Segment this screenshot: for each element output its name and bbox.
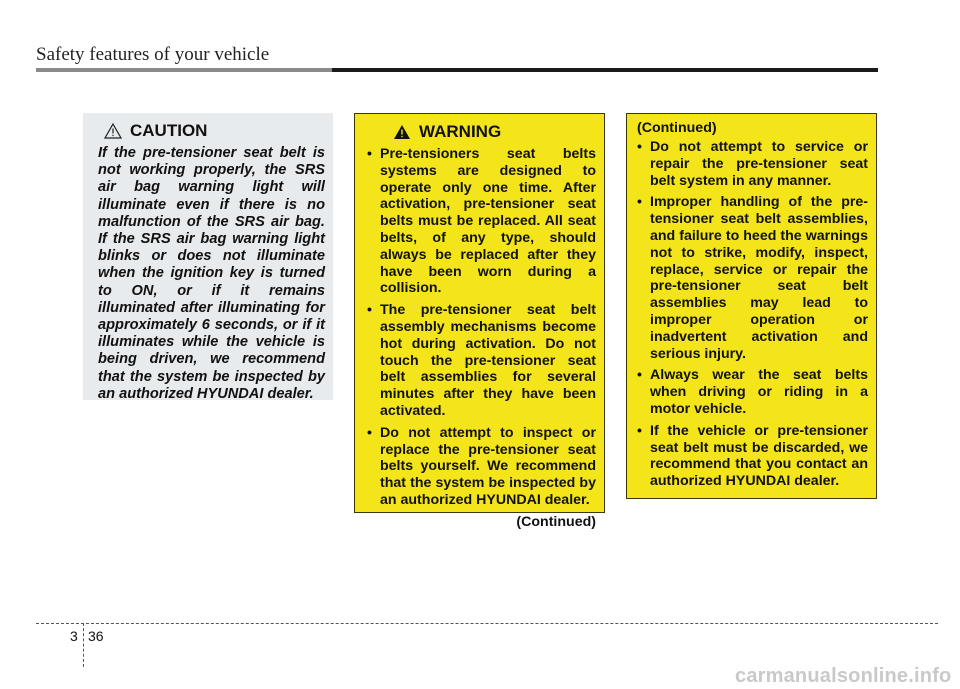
caution-heading-row: [98, 121, 325, 141]
caution-triangle-icon: [104, 123, 122, 139]
warning-item: • Do not attempt to service or repair the pre-tensioner seat belt system in any manner.: [637, 139, 868, 189]
footer-rule: [36, 623, 938, 624]
warning-continued-box: [626, 113, 877, 499]
header-title: Safety features of your vehicle: [36, 44, 270, 65]
warning-item: • Improper handling of the pre-tensioner seat belt assemblies, and failure to heed the warnings not to strike, modify, inspect, replace, service or repair the pre-tensioner seat belt assemblies may lead to improper operation or inadvertent activation and serious injury.: [637, 194, 868, 362]
page-number: 36: [88, 628, 104, 644]
warning-list: [367, 146, 596, 509]
warning-item: • Always wear the seat belts when driving or riding in a motor vehicle.: [637, 367, 868, 417]
warning-continued: (Continued): [516, 513, 596, 530]
warning-item: • Pre-tensioners seat belts systems are designed to operate only one time. After activation, pre-tensioner seat belts must be replaced. All seat belts, of any type, should always be replaced after they have been worn during a collision.: [367, 146, 596, 297]
caution-heading: CAUTION: [130, 121, 208, 140]
caution-box: [83, 113, 333, 400]
caution-text: If the pre-tensioner seat belt is not working properly, the SRS air bag warning light will illuminate even if there is no malfunction of the SRS air bag. If the SRS air bag warning light blinks or does not illuminate when the ignition key is turned to ON, or if it remains illuminated after illuminating for approximately 6 seconds, or if it illuminates while the vehicle is being driven, we recommend that the system be inspected by an authorized HYUNDAI dealer.: [98, 145, 325, 402]
header-rule-accent: [36, 68, 332, 72]
warning-item: • If the vehicle or pre-tensioner seat belt must be discarded, we recommend that you contact an authorized HYUNDAI dealer.: [637, 423, 868, 490]
page-chapter: 3: [70, 628, 78, 644]
warning-triangle-icon: [393, 124, 411, 140]
warning-heading: WARNING: [419, 122, 502, 141]
site-footer-link[interactable]: carmanualsonline.info: [735, 665, 952, 687]
warning-continued-list: [637, 139, 868, 490]
continued-label: (Continued): [637, 120, 717, 136]
warning-heading-row: [367, 122, 596, 142]
warning-box: [354, 113, 605, 530]
warning-item: • The pre-tensioner seat belt assembly mechanisms become hot during activation. Do not touch the pre-tensioner seat belt assemblies for several minutes after they have been activated.: [367, 302, 596, 420]
footer-divider: [83, 623, 84, 667]
warning-item: • Do not attempt to inspect or replace the pre-tensioner seat belts yourself. We recommend that the system be inspected by an authorized HYUNDAI dealer.: [367, 425, 596, 509]
